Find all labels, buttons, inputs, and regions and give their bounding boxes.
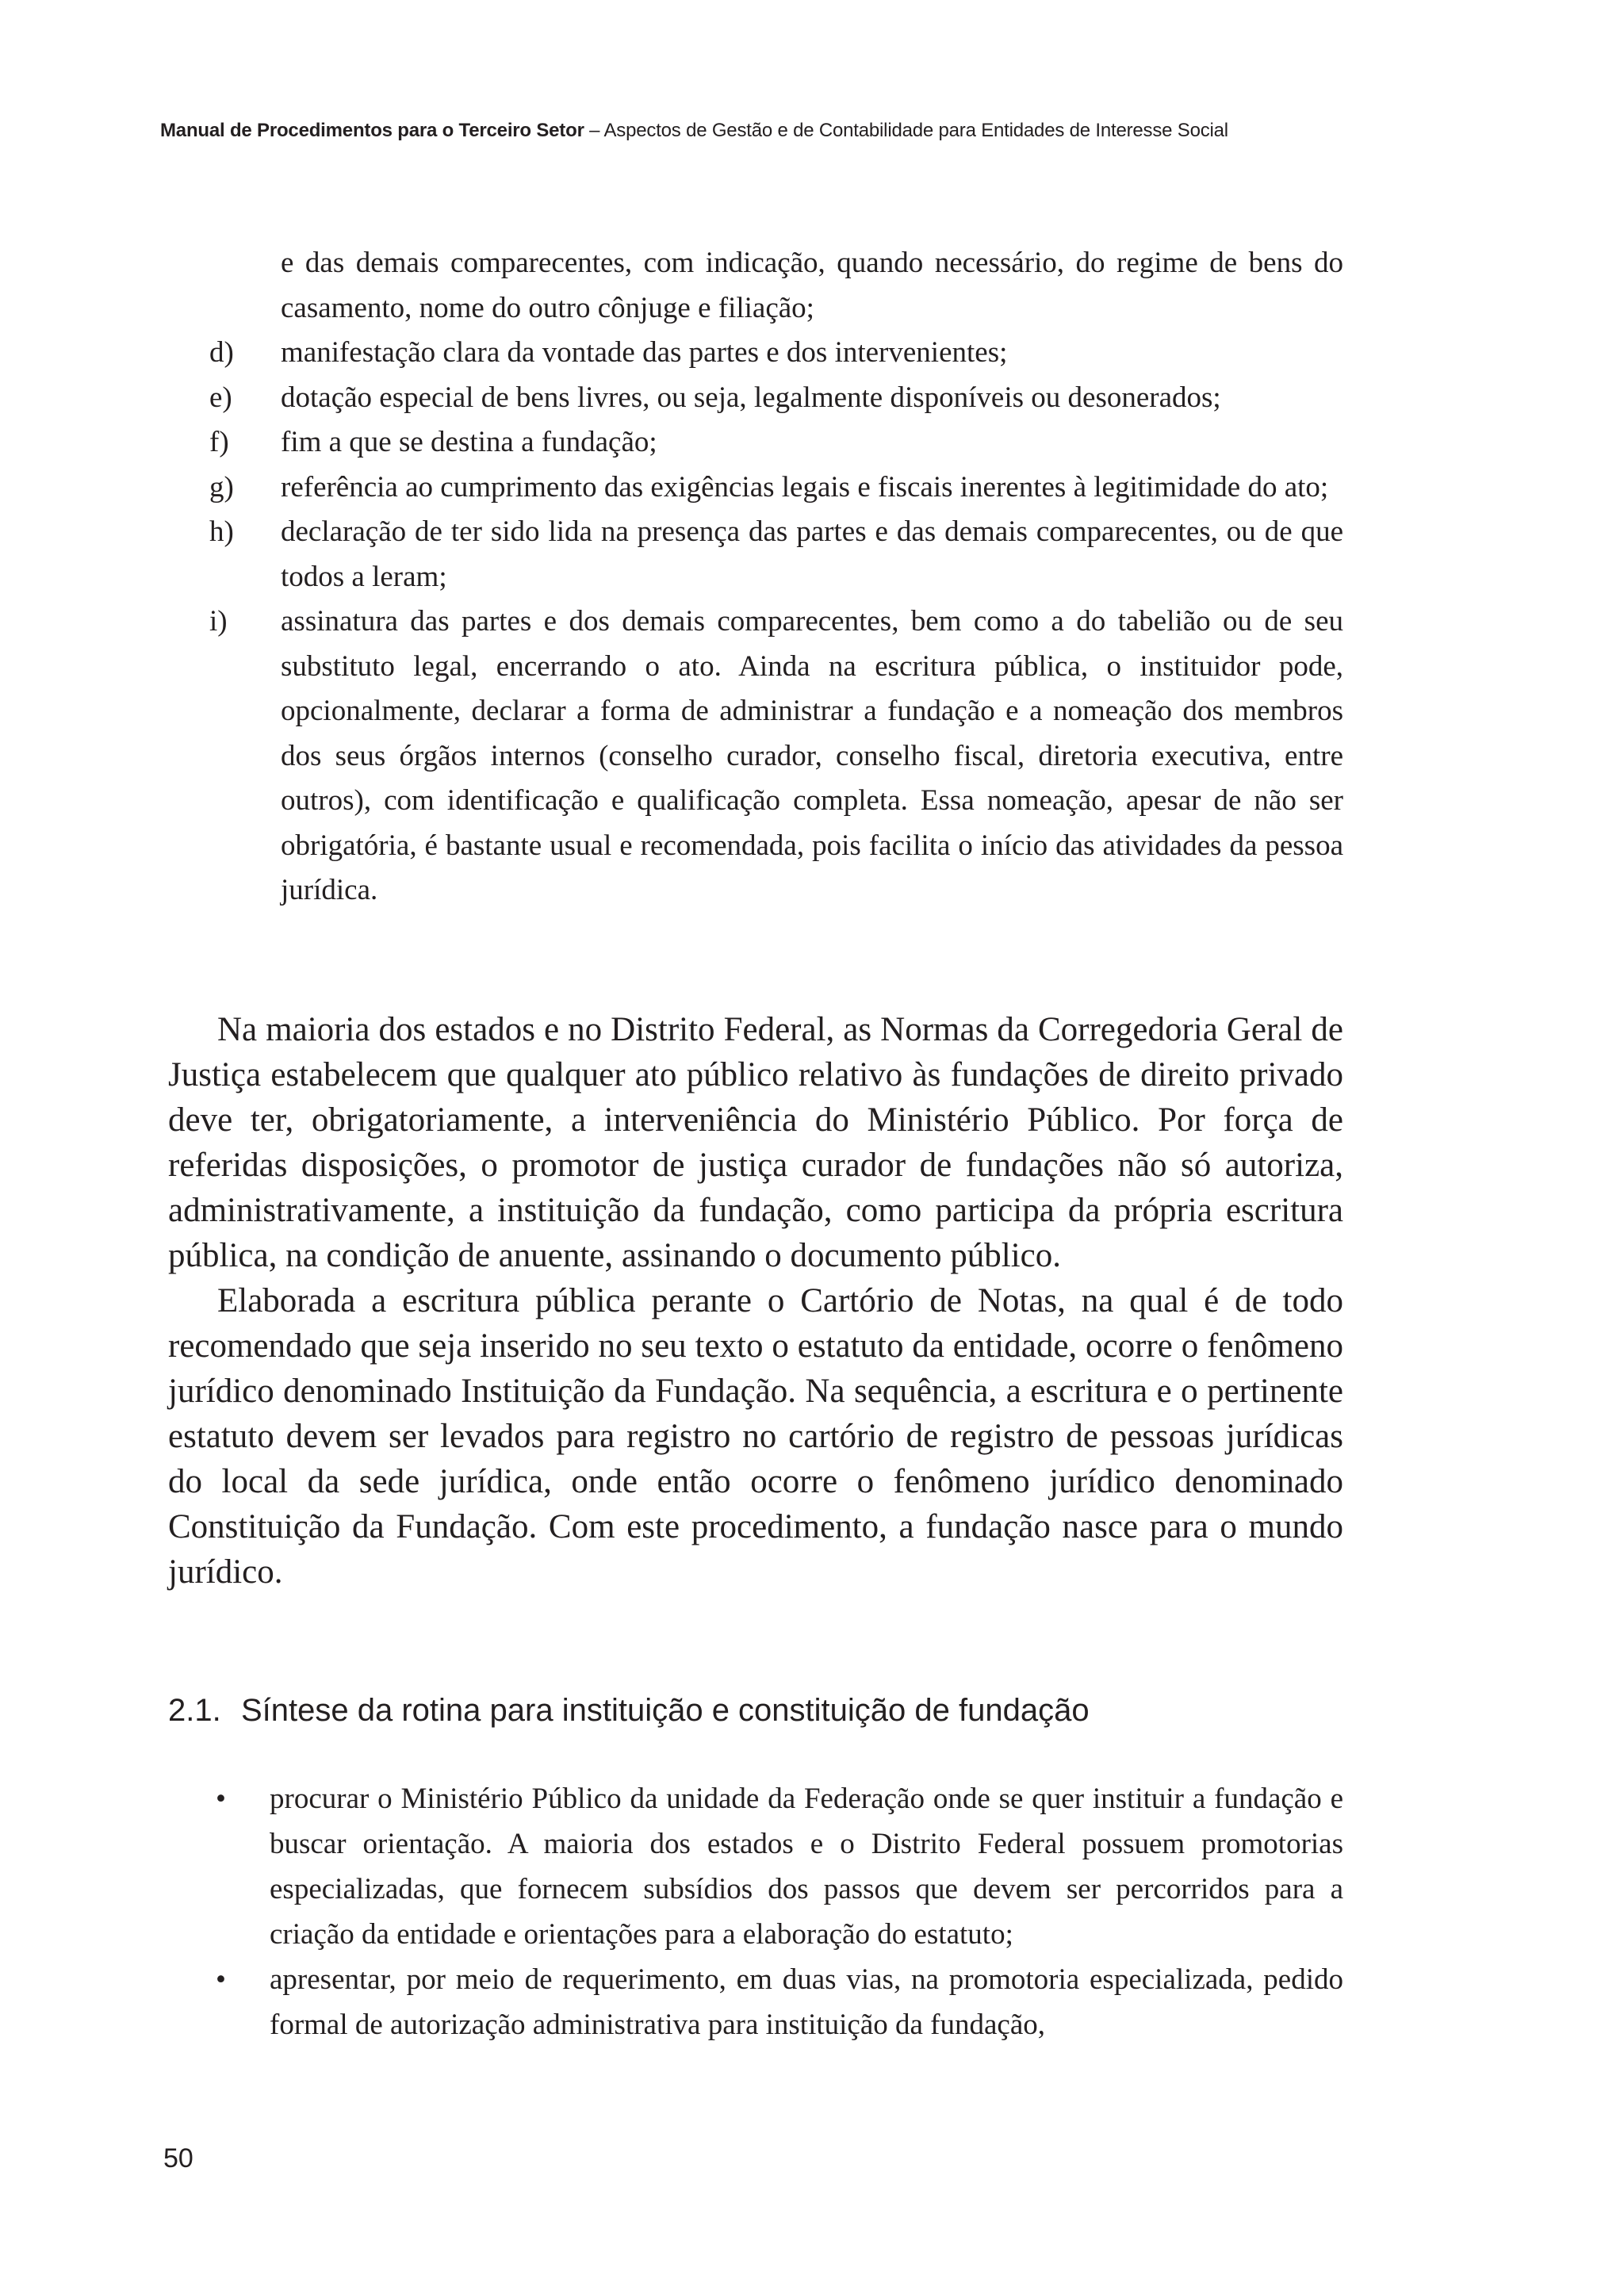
list-item-text: referência ao cumprimento das exigências legais e fiscais inerentes à legitimidade do ato; <box>281 470 1329 504</box>
body-paragraph: Na maioria dos estados e no Distrito Federal, as Normas da Corregedoria Geral de Justiça estabelecem que qualquer ato público relativo às fundações de direito privado deve ter, obrigatoriamente, a interveniência do Ministério Público. Por força de referidas disposições, o promotor de justiça curador de fundações não só autoriza, administrativamente, a instituição da fundação, como participa da própria escritura pública, na condição de anuente, assinando o documento público. <box>168 1011 1343 1274</box>
list-item-marker: h) <box>209 515 234 548</box>
header-separator: – <box>584 120 604 141</box>
bullet-icon: • <box>216 1963 226 1996</box>
list-item <box>209 376 1343 421</box>
list-item-marker: i) <box>209 605 228 638</box>
bullet-text: apresentar, por meio de requerimento, em duas vias, na promotoria especializada, pedido formal de autorização administrativa para instituição da fundação, <box>270 1963 1343 2041</box>
bullet-item <box>216 1776 1343 1957</box>
list-item <box>209 420 1343 465</box>
list-item <box>209 599 1343 913</box>
list-item-marker: e) <box>209 381 232 414</box>
list-item-continuation <box>209 241 1343 331</box>
requirements-list <box>209 241 1343 913</box>
bullet-icon: • <box>216 1783 226 1815</box>
bullet-item <box>216 1957 1343 2047</box>
list-item-text: manifestação clara da vontade das partes e dos intervenientes; <box>281 336 1008 369</box>
steps-bullet-list <box>216 1776 1343 2047</box>
list-item-text: declaração de ter sido lida na presença das partes e das demais comparecentes, ou de que todos a leram; <box>281 515 1343 593</box>
running-header <box>160 119 1508 143</box>
page-number: 50 <box>163 2143 193 2173</box>
list-item-text: fim a que se destina a fundação; <box>281 426 657 458</box>
bullet-text: procurar o Ministério Público da unidade da Federação onde se quer instituir a fundação e buscar orientação. A maioria dos estados e o Distrito Federal possuem promotorias especializadas, que fornecem subsídios dos passos que devem ser percorridos para a criação da entidade e orientações para a elaboração do estatuto; <box>270 1783 1343 1951</box>
section-number: 2.1. <box>168 1693 221 1728</box>
list-item-marker: g) <box>209 470 234 504</box>
section-heading <box>168 1691 1343 1730</box>
list-item-marker: f) <box>209 426 229 458</box>
list-item-marker: d) <box>209 336 234 369</box>
list-item-text: dotação especial de bens livres, ou seja, legalmente disponíveis ou desonerados; <box>281 381 1221 414</box>
header-book-title: Manual de Procedimentos para o Terceiro Setor <box>160 120 584 141</box>
section-title: Síntese da rotina para instituição e constituição de fundação <box>241 1693 1090 1728</box>
body-text <box>168 1007 1343 1595</box>
list-item <box>209 331 1343 376</box>
list-item-text: assinatura das partes e dos demais comparecentes, bem como a do tabelião ou de seu substituto legal, encerrando o ato. Ainda na escritura pública, o instituidor pode, opcionalmente, declarar a forma de administrar a fundação e a nomeação dos membros dos seus órgãos internos (conselho curador, conselho fiscal, diretoria executiva, entre outros), com identificação e qualificação completa. Essa nomeação, apesar de não ser obrigatória, é bastante usual e recomendada, pois facilita o início das atividades da pessoa jurídica. <box>281 605 1343 906</box>
list-item <box>209 465 1343 511</box>
body-paragraph: Elaborada a escritura pública perante o Cartório de Notas, na qual é de todo recomendado que seja inserido no seu texto o estatuto da entidade, ocorre o fenômeno jurídico denominado Instituição da Fundação. Na sequência, a escritura e o pertinente estatuto devem ser levados para registro no cartório de registro de pessoas jurídicas do local da sede jurídica, onde então ocorre o fenômeno jurídico denominado Constituição da Fundação. Com este procedimento, a fundação nasce para o mundo jurídico. <box>168 1282 1343 1591</box>
list-item-text: e das demais comparecentes, com indicação, quando necessário, do regime de bens do casamento, nome do outro cônjuge e filiação; <box>281 247 1343 324</box>
list-item <box>209 510 1343 599</box>
header-subtitle: Aspectos de Gestão e de Contabilidade para Entidades de Interesse Social <box>603 120 1228 141</box>
